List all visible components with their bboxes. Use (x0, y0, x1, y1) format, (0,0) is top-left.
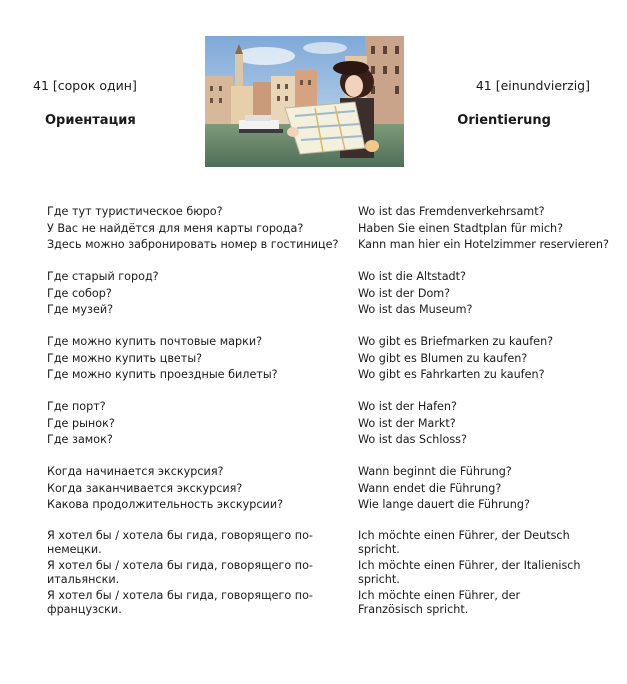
phrase-de: Wo gibt es Blumen zu kaufen? (358, 351, 528, 365)
phrase-de: Wo ist das Schloss? (358, 433, 467, 446)
tourist-with-map-photo (205, 36, 404, 167)
phrase-de: Wo ist der Markt? (358, 416, 456, 430)
phrase-group (47, 204, 607, 254)
phrase-de: Haben Sie einen Stadtplan für mich? (358, 221, 564, 235)
phrase-de: Ich möchte einen Führer, der Italienisch spricht. (358, 559, 581, 586)
phrase-row (47, 481, 607, 498)
phrase-de: Wo gibt es Fahrkarten zu kaufen? (358, 368, 545, 381)
phrase-row (47, 334, 607, 351)
phrase-ru: Где музей? (47, 303, 114, 316)
phrase-de: Wann beginnt die Führung? (358, 465, 512, 478)
phrase-row (47, 204, 607, 221)
phrase-de: Wo ist der Dom? (358, 286, 451, 300)
lesson-number-de: 41 [einundvierzig] (475, 78, 590, 93)
phrase-ru: Здесь можно забронировать номер в гостинице? (47, 238, 339, 251)
phrase-ru: У Вас не найдётся для меня карты города? (47, 221, 304, 235)
phrase-ru: Где старый город? (47, 270, 159, 283)
phrase-group (47, 269, 607, 319)
phrase-de: Wo ist der Hafen? (358, 400, 457, 413)
phrase-row (47, 286, 607, 303)
phrase-row (47, 221, 607, 238)
phrase-de: Wie lange dauert die Führung? (358, 498, 530, 511)
phrase-de: Ich möchte einen Führer, der Deutsch spricht. (358, 529, 570, 556)
phrase-ru: Где рынок? (47, 416, 115, 430)
phrase-ru: Когда заканчивается экскурсия? (47, 481, 243, 495)
phrase-ru: Какова продолжительность экскурсии? (47, 498, 284, 511)
phrase-ru: Где порт? (47, 400, 106, 413)
phrase-ru: Я хотел бы / хотела бы гида, говорящего по-немецки. (47, 529, 313, 556)
phrase-group (47, 334, 607, 384)
phrase-row (47, 464, 607, 481)
phrase-row (47, 269, 607, 286)
lesson-number-ru: 41 [сорок один] (33, 78, 137, 93)
phrase-ru: Где можно купить почтовые марки? (47, 335, 263, 348)
phrase-row (47, 302, 607, 319)
phrase-row (47, 432, 607, 449)
phrase-ru: Где замок? (47, 433, 113, 446)
phrase-ru: Где можно купить цветы? (47, 351, 203, 365)
phrase-row (47, 559, 607, 586)
phrase-row (47, 237, 607, 254)
phrase-de: Kann man hier ein Hotelzimmer reservieren? (358, 238, 609, 251)
phrase-de: Ich möchte einen Führer, der Französisch spricht. (358, 589, 521, 616)
phrase-de: Wo ist das Museum? (358, 303, 473, 316)
phrase-ru: Где тут туристическое бюро? (47, 205, 223, 218)
phrase-row (47, 367, 607, 384)
phrase-ru: Где можно купить проездные билеты? (47, 368, 278, 381)
phrase-group (47, 399, 607, 449)
phrase-row (47, 416, 607, 433)
phrase-row (47, 351, 607, 368)
phrase-row (47, 589, 607, 616)
lesson-title-de: Orientierung (457, 113, 551, 128)
lesson-title-ru: Ориентация (45, 113, 136, 128)
phrase-ru: Я хотел бы / хотела бы гида, говорящего по-итальянски. (47, 559, 313, 586)
phrase-de: Wo ist das Fremdenverkehrsamt? (358, 205, 545, 218)
phrase-row (47, 399, 607, 416)
phrase-ru: Когда начинается экскурсия? (47, 465, 224, 478)
phrase-ru: Я хотел бы / хотела бы гида, говорящего по-французски. (47, 589, 313, 616)
phrase-list (47, 204, 607, 632)
phrase-row (47, 529, 607, 556)
phrase-group (47, 464, 607, 514)
phrase-ru: Где собор? (47, 286, 112, 300)
phrase-de: Wo ist die Altstadt? (358, 270, 466, 283)
phrase-de: Wo gibt es Briefmarken zu kaufen? (358, 335, 554, 348)
phrase-row (47, 497, 607, 514)
phrase-de: Wann endet die Führung? (358, 481, 502, 495)
phrase-group (47, 529, 607, 616)
